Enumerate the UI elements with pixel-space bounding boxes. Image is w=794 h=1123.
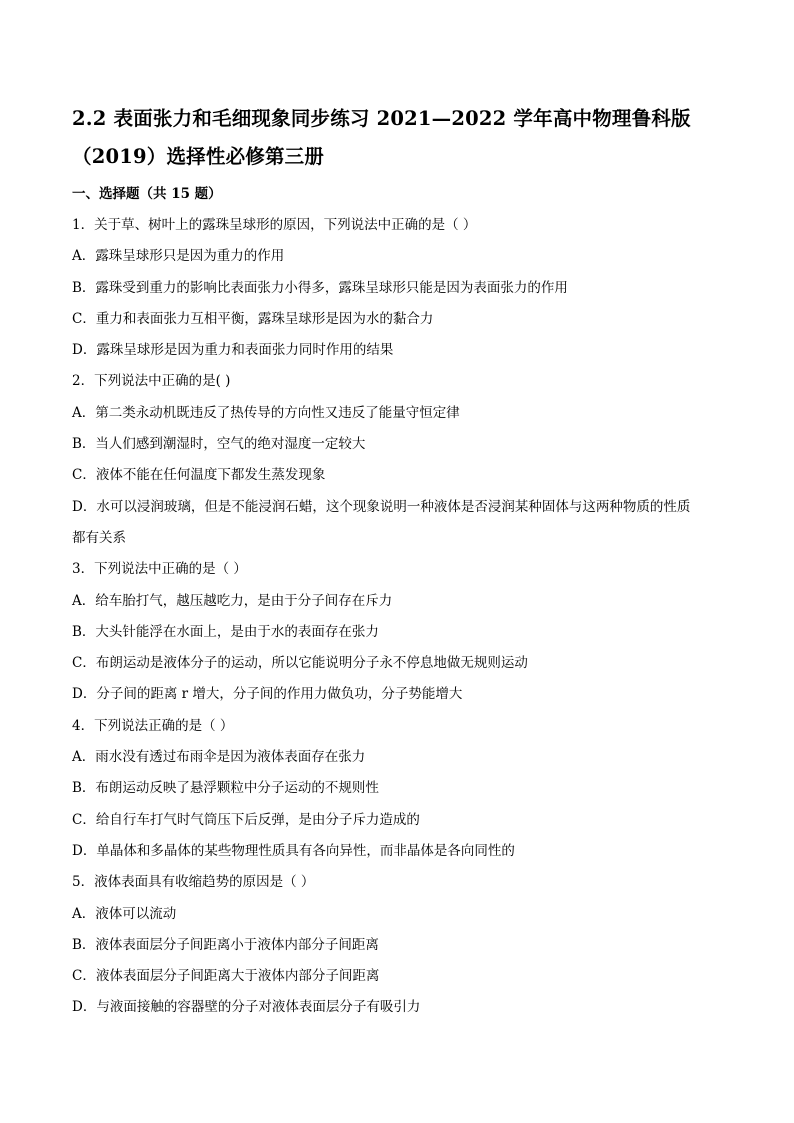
option-d: D．水可以浸润玻璃，但是不能浸润石蜡，这个现象说明一种液体是否浸润某种固体与这两种物质的性质 — [72, 498, 691, 515]
option-b: B．液体表面层分子间距离小于液体内部分子间距离 — [72, 936, 379, 953]
option-a: A．给车胎打气，越压越吃力，是由于分子间存在斥力 — [72, 592, 393, 609]
option-c: C．布朗运动是液体分子的运动，所以它能说明分子永不停息地做无规则运动 — [72, 655, 528, 672]
option-a: A．液体可以流动 — [72, 905, 177, 922]
option-c: C．重力和表面张力互相平衡，露珠呈球形是因为水的黏合力 — [72, 310, 434, 327]
option-d: D．露珠呈球形是因为重力和表面张力同时作用的结果 — [72, 342, 394, 359]
question-stem: 4．下列说法正确的是（ ） — [72, 717, 234, 734]
option-c: C．给自行车打气时气筒压下后反弹，是由分子斥力造成的 — [72, 811, 420, 828]
option-b: B．露珠受到重力的影响比表面张力小得多，露珠呈球形只能是因为表面张力的作用 — [72, 279, 568, 296]
option-d-continuation: 都有关系 — [72, 529, 126, 546]
question-stem: 5．液体表面具有收缩趋势的原因是（ ） — [72, 874, 315, 891]
option-c: C．液体不能在任何温度下都发生蒸发现象 — [72, 467, 326, 484]
option-a: A．露珠呈球形只是因为重力的作用 — [72, 248, 285, 265]
document-title-line-2: （2019）选择性必修第三册 — [72, 145, 325, 168]
question-5 — [72, 867, 722, 1023]
option-a: A．雨水没有透过布雨伞是因为液体表面存在张力 — [72, 749, 366, 766]
option-d: D．单晶体和多晶体的某些物理性质具有各向异性，而非晶体是各向同性的 — [72, 842, 515, 859]
document-title — [72, 100, 722, 176]
question-1 — [72, 210, 722, 366]
option-d: D．与液面接触的容器壁的分子对液体表面层分子有吸引力 — [72, 999, 421, 1016]
question-3 — [72, 554, 722, 710]
question-stem: 1．关于草、树叶上的露珠呈球形的原因，下列说法中正确的是（ ） — [72, 217, 477, 233]
question-stem: 2．下列说法中正确的是( ) — [72, 373, 231, 390]
question-2 — [72, 366, 722, 554]
option-c: C．液体表面层分子间距离大于液体内部分子间距离 — [72, 968, 380, 985]
option-b: B．当人们感到潮湿时，空气的绝对湿度一定较大 — [72, 436, 366, 453]
option-d: D．分子间的距离 r 增大，分子间的作用力做负功，分子势能增大 — [72, 686, 463, 703]
option-a: A．第二类永动机既违反了热传导的方向性又违反了能量守恒定律 — [72, 404, 460, 421]
option-b: B．布朗运动反映了悬浮颗粒中分子运动的不规则性 — [72, 780, 379, 797]
question-4 — [72, 711, 722, 867]
question-stem: 3．下列说法中正确的是（ ） — [72, 561, 247, 578]
document-title-line-1: 2.2 表面张力和毛细现象同步练习 2021—2022 学年高中物理鲁科版 — [72, 107, 691, 130]
document-page — [72, 100, 722, 1024]
option-b: B．大头针能浮在水面上，是由于水的表面存在张力 — [72, 623, 379, 640]
section-heading: 一、选择题（共 15 题） — [72, 186, 222, 202]
